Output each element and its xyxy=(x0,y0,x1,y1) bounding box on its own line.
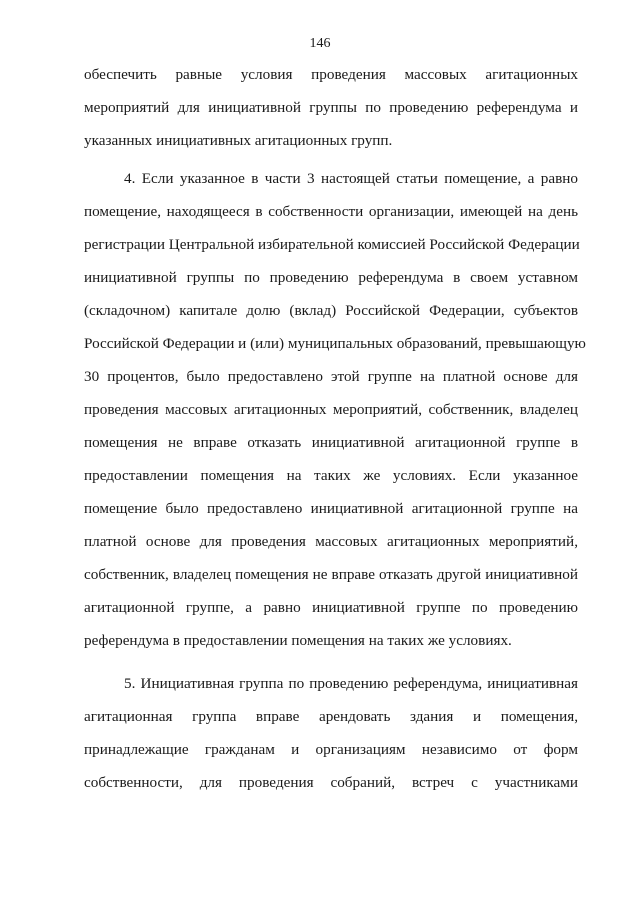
text-line: (складочном) капитале долю (вклад) Российской Федерации, субъектов xyxy=(84,302,578,319)
text-line: платной основе для проведения массовых агитационных мероприятий, xyxy=(84,533,578,550)
text-line: собственник, владелец помещения не вправе отказать другой инициативной xyxy=(84,566,578,583)
text-line: помещение было предоставлено инициативной агитационной группе на xyxy=(84,500,578,517)
text-line: референдума в предоставлении помещения на таких же условиях. xyxy=(84,632,512,649)
text-line: указанных инициативных агитационных групп. xyxy=(84,132,393,149)
text-line: мероприятий для инициативной группы по проведению референдума и xyxy=(84,99,578,116)
paragraph-4-first-line: 4. Если указанное в части 3 настоящей статьи помещение, а равно xyxy=(124,170,578,187)
text-line: помещения не вправе отказать инициативной агитационной группе в xyxy=(84,434,578,451)
text-line: инициативной группы по проведению референдума в своем уставном xyxy=(84,269,578,286)
page-number: 146 xyxy=(309,36,331,51)
text-line: Российской Федерации и (или) муниципальных образований, превышающую xyxy=(84,335,586,352)
text-line: обеспечить равные условия проведения массовых агитационных xyxy=(84,66,578,83)
text-line: агитационная группа вправе арендовать здания и помещения, xyxy=(84,708,578,725)
text-line: 30 процентов, было предоставлено этой группе на платной основе для xyxy=(84,368,578,385)
paragraph-5-first-line: 5. Инициативная группа по проведению референдума, инициативная xyxy=(124,675,578,692)
text-line: принадлежащие гражданам и организациям независимо от форм xyxy=(84,741,578,758)
text-line: предоставлении помещения на таких же условиях. Если указанное xyxy=(84,467,578,484)
text-line: помещение, находящееся в собственности организации, имеющей на день xyxy=(84,203,578,220)
text-line: собственности, для проведения собраний, встреч с участниками xyxy=(84,774,578,791)
text-line: проведения массовых агитационных мероприятий, собственник, владелец xyxy=(84,401,578,418)
text-line: регистрации Центральной избирательной комиссией Российской Федерации xyxy=(84,236,580,253)
text-line: агитационной группе, а равно инициативной группе по проведению xyxy=(84,599,578,616)
